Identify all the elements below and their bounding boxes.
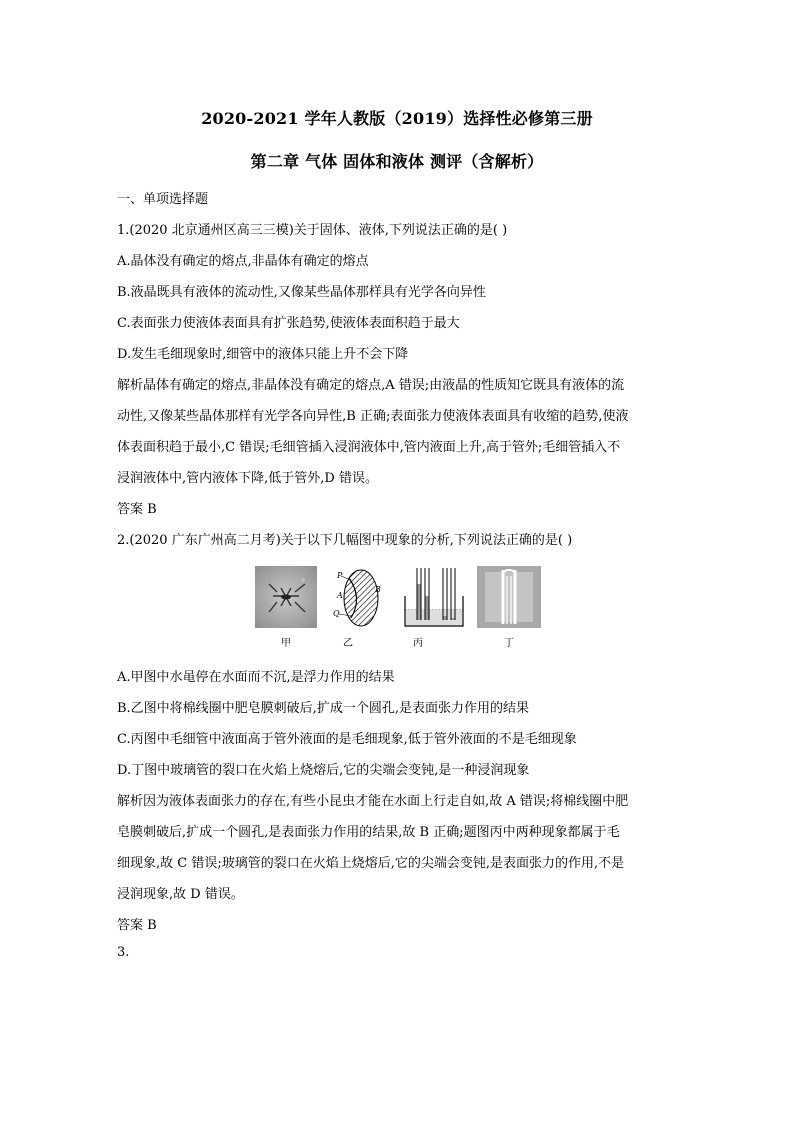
section-heading: 一、单项选择题	[117, 192, 209, 207]
q3-stem: 3.	[117, 945, 130, 960]
label-a: A	[337, 591, 343, 600]
caption-bing: 丙	[413, 638, 423, 649]
q1-analysis-line: 解析晶体有确定的熔点,非晶体没有确定的熔点,A 错误;由液晶的性质知它既具有液体的流	[117, 378, 625, 393]
figure-ding-glass-tube	[477, 566, 541, 628]
figure-bing-capillary	[403, 566, 465, 628]
q2-analysis-line: 皂膜刺破后,扩成一个圆孔,是表面张力作用的结果,故 B 正确;题图丙中两种现象都属于毛	[117, 825, 620, 840]
q2-analysis-line: 浸润现象,故 D 错误。	[117, 887, 244, 902]
label-q: Q	[333, 609, 340, 618]
q1-option-b: B.液晶既具有液体的流动性,又像某些晶体那样具有光学各向异性	[117, 285, 486, 300]
q1-stem: 1.(2020 北京通州区高三三模)关于固体、液体,下列说法正确的是( )	[117, 223, 508, 238]
q2-analysis-line: 细现象,故 C 错误;玻璃管的裂口在火焰上烧熔后,它的尖端会变钝,是表面张力的作用,不是	[117, 856, 625, 871]
q2-stem: 2.(2020 广东广州高二月考)关于以下几幅图中现象的分析,下列说法正确的是( )	[117, 533, 573, 548]
q1-option-a: A.晶体没有确定的熔点,非晶体有确定的熔点	[117, 254, 369, 269]
figure-yi-soap-film	[327, 566, 387, 628]
q2-option-a: A.甲图中水黾停在水面而不沉,是浮力作用的结果	[117, 670, 395, 685]
label-b: B	[375, 585, 381, 594]
caption-jia: 甲	[281, 638, 291, 649]
q2-analysis-line: 解析因为液体表面张力的存在,有些小昆虫才能在水面上行走自如,故 A 错误;将棉线圈中肥	[117, 794, 629, 809]
caption-yi: 乙	[343, 638, 353, 649]
document-subtitle: 第二章 气体 固体和液体 测评（含解析）	[250, 152, 544, 171]
q1-analysis-line: 浸润液体中,管内液体下降,低于管外,D 错误。	[117, 471, 378, 486]
q2-option-d: D.丁图中玻璃管的裂口在火焰上烧熔后,它的尖端会变钝,是一种浸润现象	[117, 763, 530, 778]
q1-option-d: D.发生毛细现象时,细管中的液体只能上升不会下降	[117, 347, 409, 362]
q2-option-b: B.乙图中将棉线圈中肥皂膜刺破后,扩成一个圆孔,是表面张力作用的结果	[117, 701, 529, 716]
label-p: P	[337, 571, 343, 580]
q2-figure-strip	[255, 566, 545, 630]
q1-option-c: C.表面张力使液体表面具有扩张趋势,使液体表面积趋于最大	[117, 316, 460, 331]
q1-analysis-line: 体表面积趋于最小,C 错误;毛细管插入浸润液体中,管内液面上升,高于管外;毛细管插入不	[117, 440, 621, 455]
figure-jia-water-strider	[255, 566, 317, 628]
q2-answer: 答案 B	[117, 918, 157, 933]
caption-ding: 丁	[504, 638, 514, 649]
document-title: 2020-2021 学年人教版（2019）选择性必修第三册	[201, 109, 593, 128]
q2-option-c: C.丙图中毛细管中液面高于管外液面的是毛细现象,低于管外液面的不是毛细现象	[117, 732, 577, 747]
q1-analysis-line: 动性,又像某些晶体那样有光学各向异性,B 正确;表面张力使液体表面具有收缩的趋势,使液	[117, 409, 629, 424]
q1-answer: 答案 B	[117, 502, 157, 517]
